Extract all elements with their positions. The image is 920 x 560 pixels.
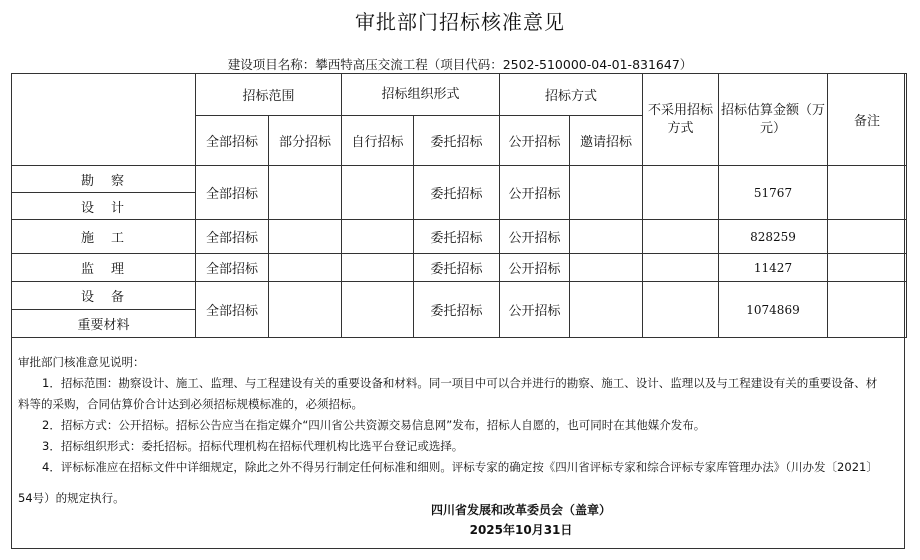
note-item-3: 3．招标组织形式：委托招标。招标代理机构在招标代理机构比选平台登记或选择。: [42, 439, 464, 453]
issue-date: 2025年10月31日: [469, 523, 573, 537]
cell-scope: 全部招标: [196, 282, 269, 338]
cell-scope: 全部招标: [196, 254, 269, 282]
header-self: 自行招标: [342, 116, 414, 166]
cell-remarks: [828, 254, 907, 282]
project-name-line: 建设项目名称：攀西特高压交流工程（项目代码：2502-510000-04-01-831647）: [227, 57, 693, 72]
cell-remarks: [828, 282, 907, 338]
header-no-bid: 不采用招标方式: [643, 74, 719, 166]
header-organization: 招标组织形式: [342, 74, 500, 116]
header-part: 部分招标: [269, 116, 342, 166]
cell-part: [269, 166, 342, 220]
row-label-design: 设 计: [12, 193, 196, 220]
notes-heading: 审批部门核准意见说明：: [18, 355, 145, 369]
row-label-construction: 施 工: [12, 220, 196, 254]
row-label-equipment: 设 备: [12, 282, 196, 310]
cell-part: [269, 220, 342, 254]
corner-cell: [12, 74, 196, 166]
cell-method: 公开招标: [500, 220, 570, 254]
cell-part: [269, 282, 342, 338]
header-invite: 邀请招标: [570, 116, 643, 166]
note-item-1: 1．招标范围：勘察设计、施工、监理、与工程建设有关的重要设备和材料。同一项目中可以合并进行的勘察、施工、设计、监理以及与工程建设有关的重要设备、材: [42, 376, 878, 390]
cell-amount: 11427: [719, 254, 828, 282]
header-scope: 招标范围: [196, 74, 342, 116]
cell-scope: 全部招标: [196, 166, 269, 220]
cell-org: 委托招标: [414, 282, 500, 338]
cell-scope: 全部招标: [196, 220, 269, 254]
header-open: 公开招标: [500, 116, 570, 166]
cell-self: [342, 282, 414, 338]
cell-method: 公开招标: [500, 166, 570, 220]
cell-amount: 1074869: [719, 282, 828, 338]
cell-amount: 51767: [719, 166, 828, 220]
cell-self: [342, 166, 414, 220]
cell-invite: [570, 166, 643, 220]
header-entrusted: 委托招标: [414, 116, 500, 166]
page-title: 审批部门招标核准意见: [355, 10, 565, 34]
cell-remarks: [828, 166, 907, 220]
cell-no-bid: [643, 282, 719, 338]
cell-invite: [570, 254, 643, 282]
row-label-materials: 重要材料: [12, 310, 196, 338]
cell-part: [269, 254, 342, 282]
note-item-4: 4．评标标准应在招标文件中详细规定，除此之外不得另行制定任何标准和细则。评标专家的确定按《四川省评标专家和综合评标专家库管理办法》（川办发〔2021〕: [42, 460, 878, 474]
cell-org: 委托招标: [414, 254, 500, 282]
header-all: 全部招标: [196, 116, 269, 166]
note-item-2: 2．招标方式：公开招标。招标公告应当在指定媒介“四川省公共资源交易信息网”发布，招标人自愿的，也可同时在其他媒介发布。: [42, 418, 706, 432]
cell-no-bid: [643, 166, 719, 220]
cell-method: 公开招标: [500, 282, 570, 338]
cell-amount: 828259: [719, 220, 828, 254]
cell-invite: [570, 282, 643, 338]
issuing-organization: 四川省发展和改革委员会（盖章）: [430, 503, 611, 517]
approval-notes: [18, 352, 898, 509]
note-item-4-continued: 54号）的规定执行。: [18, 491, 125, 505]
row-label-survey: 勘 察: [12, 166, 196, 193]
cell-remarks: [828, 220, 907, 254]
header-remarks: 备注: [828, 74, 907, 166]
cell-no-bid: [643, 254, 719, 282]
header-estimate: 招标估算金额（万元）: [719, 74, 828, 166]
row-label-supervision: 监 理: [12, 254, 196, 282]
cell-self: [342, 254, 414, 282]
cell-invite: [570, 220, 643, 254]
approval-table: [11, 73, 907, 338]
note-item-1-continued: 料等的采购，合同估算价合计达到必须招标规模标准的，必须招标。: [18, 397, 363, 411]
cell-org: 委托招标: [414, 220, 500, 254]
cell-method: 公开招标: [500, 254, 570, 282]
cell-no-bid: [643, 220, 719, 254]
cell-org: 委托招标: [414, 166, 500, 220]
cell-self: [342, 220, 414, 254]
header-method: 招标方式: [500, 74, 643, 116]
